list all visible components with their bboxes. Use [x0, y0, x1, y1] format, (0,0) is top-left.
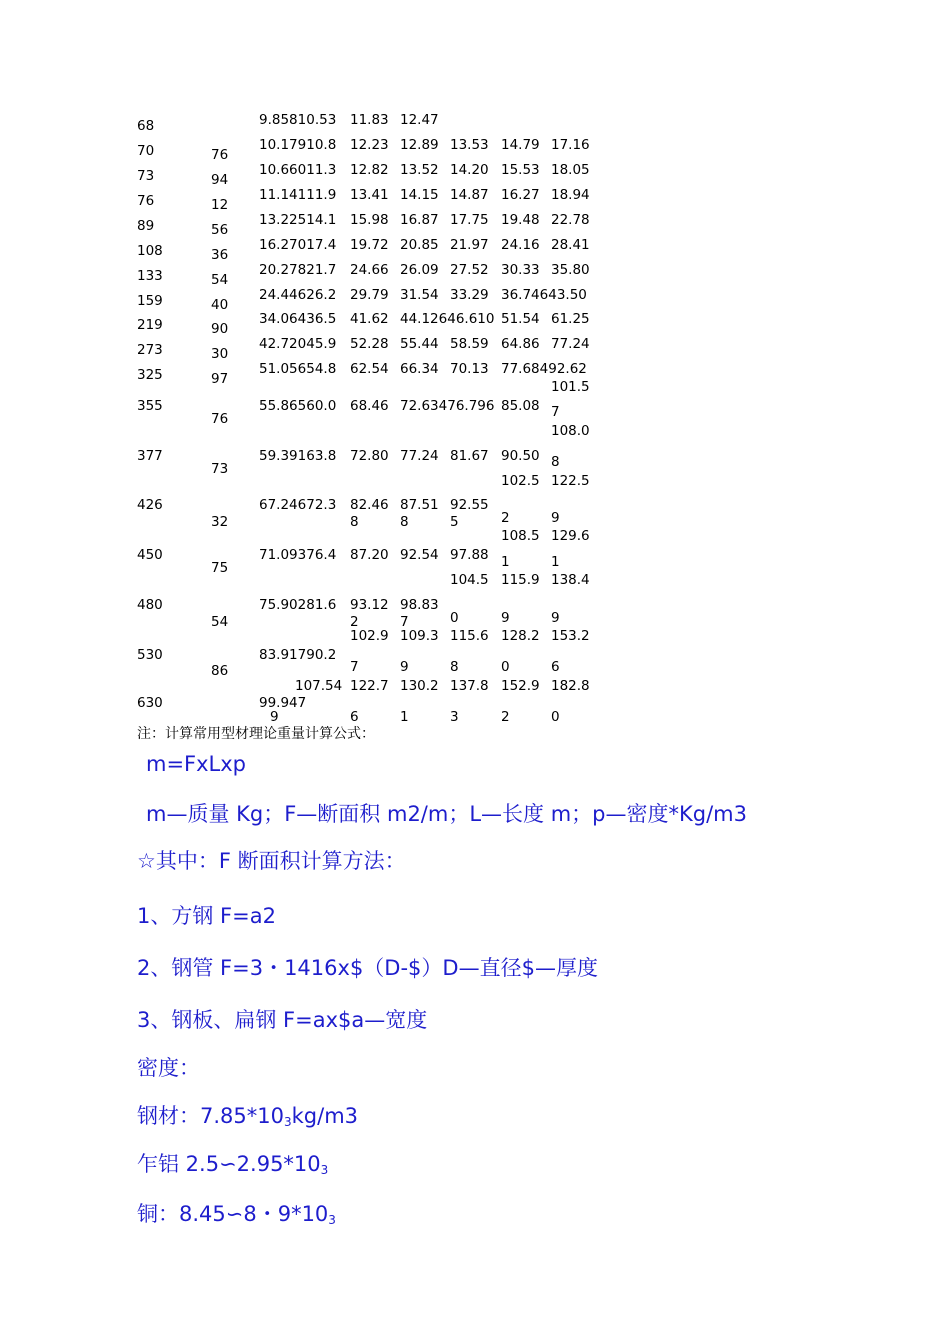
cell-diameter: 377	[137, 448, 163, 464]
cell-value: 107.54	[295, 678, 343, 694]
cell-value: 122.7	[350, 678, 389, 694]
cell-value: 36.74643.50	[501, 287, 587, 303]
cell-value: 15.98	[350, 212, 389, 228]
cell-diameter: 219	[137, 317, 163, 333]
cell-value-wrap: 0	[501, 659, 510, 675]
cell-value-wrap: 1	[400, 709, 409, 725]
cell-value: 104.5	[450, 572, 489, 588]
cell-value-wrap: 9	[501, 610, 510, 626]
cell-clipped: 90	[211, 321, 229, 337]
cell-value-wrap: 8	[350, 514, 359, 530]
cell-value: 18.94	[551, 187, 590, 203]
cell-value-wrap: 2	[501, 709, 510, 725]
cell-diameter: 73	[137, 168, 155, 184]
cell-value: 12.89	[400, 137, 439, 153]
cell-diameter: 426	[137, 497, 163, 513]
cell-value-wrap: 2	[501, 510, 510, 526]
cell-value: 72.80	[350, 448, 389, 464]
cell-value: 58.59	[450, 336, 489, 352]
cell-clipped: 54	[211, 272, 229, 288]
cell-value-wrap: 2	[350, 614, 359, 630]
cell-weight: 55.86560.0	[259, 398, 337, 414]
cell-diameter: 68	[137, 118, 155, 134]
cell-value: 101.5	[551, 379, 590, 395]
cell-value: 87.51	[400, 497, 439, 513]
cell-clipped: 97	[211, 371, 229, 387]
cell-value: 13.52	[400, 162, 439, 178]
cell-value: 19.72	[350, 237, 389, 253]
cell-value: 55.44	[400, 336, 439, 352]
cell-weight: 16.27017.4	[259, 237, 337, 253]
cell-weight: 99.947	[259, 695, 307, 711]
cell-value: 92.54	[400, 547, 439, 563]
cell-value: 82.46	[350, 497, 389, 513]
cell-weight: 67.24672.3	[259, 497, 337, 513]
cell-value: 102.9	[350, 628, 389, 644]
cell-value: 122.5	[551, 473, 590, 489]
cell-value: 90.50	[501, 448, 540, 464]
cell-weight: 10.17910.8	[259, 137, 337, 153]
cell-value-wrap: 8	[400, 514, 409, 530]
density-aluminum-exp: 3	[320, 1163, 329, 1177]
cell-value: 22.78	[551, 212, 590, 228]
density-steel-base: 钢材：7.85*10	[137, 1104, 284, 1128]
cell-value: 19.48	[501, 212, 540, 228]
section-title: ☆其中：F 断面积计算方法：	[137, 849, 406, 873]
cell-clipped: 75	[211, 560, 229, 576]
cell-value-wrap: 5	[450, 514, 459, 530]
cell-value: 21.97	[450, 237, 489, 253]
cell-value: 77.24	[551, 336, 590, 352]
cell-weight: 34.06436.5	[259, 311, 337, 327]
cell-value-wrap: 8	[450, 659, 459, 675]
cell-value: 128.2	[501, 628, 540, 644]
cell-value: 129.6	[551, 528, 590, 544]
cell-value: 33.29	[450, 287, 489, 303]
cell-value: 35.80	[551, 262, 590, 278]
cell-value: 153.2	[551, 628, 590, 644]
cell-value: 77.24	[400, 448, 439, 464]
density-aluminum	[137, 1154, 328, 1175]
cell-value: 98.83	[400, 597, 439, 613]
cell-value: 52.28	[350, 336, 389, 352]
cell-diameter: 76	[137, 193, 155, 209]
cell-value: 44.12646.610	[400, 311, 495, 327]
cell-value: 51.54	[501, 311, 540, 327]
cell-clipped: 40	[211, 297, 229, 313]
cell-value-wrap: 1	[551, 554, 560, 570]
cell-value: 109.3	[400, 628, 439, 644]
cell-value: 81.67	[450, 448, 489, 464]
cell-value-wrap: 1	[501, 554, 510, 570]
cell-value: 64.86	[501, 336, 540, 352]
cell-value: 77.68492.62	[501, 361, 587, 377]
cell-weight: 71.09376.4	[259, 547, 337, 563]
cell-value: 61.25	[551, 311, 590, 327]
formula-main: m=FxLxp	[146, 752, 247, 776]
method-item-3: 3、钢板、扁钢 F=ax$a—宽度	[137, 1008, 428, 1032]
cell-value: 115.6	[450, 628, 489, 644]
cell-clipped: 12	[211, 197, 229, 213]
cell-clipped: 73	[211, 461, 229, 477]
cell-value-wrap: 9	[270, 709, 279, 725]
density-label: 密度：	[137, 1056, 200, 1080]
cell-diameter: 89	[137, 218, 155, 234]
cell-value: 14.87	[450, 187, 489, 203]
cell-value-wrap: 9	[400, 659, 409, 675]
cell-clipped: 36	[211, 247, 229, 263]
formula-note: 注：计算常用型材理论重量计算公式：	[137, 726, 375, 742]
cell-weight: 10.66011.3	[259, 162, 337, 178]
cell-diameter: 630	[137, 695, 163, 711]
cell-value: 108.5	[501, 528, 540, 544]
density-steel	[137, 1106, 358, 1127]
cell-value-wrap: 0	[551, 709, 560, 725]
cell-value: 182.8	[551, 678, 590, 694]
density-copper	[137, 1204, 336, 1225]
cell-weight: 9.85810.53	[259, 112, 337, 128]
cell-value: 152.9	[501, 678, 540, 694]
density-steel-exp: 3	[283, 1115, 292, 1129]
cell-value: 92.55	[450, 497, 489, 513]
cell-value-wrap: 7	[400, 614, 409, 630]
cell-value-wrap: 3	[450, 709, 459, 725]
cell-value: 13.41	[350, 187, 389, 203]
cell-value-wrap: 8	[551, 454, 560, 470]
cell-weight: 13.22514.1	[259, 212, 337, 228]
cell-value: 102.5	[501, 473, 540, 489]
method-item-1: 1、方钢 F=a2	[137, 904, 276, 928]
density-copper-exp: 3	[328, 1213, 336, 1227]
cell-value: 24.16	[501, 237, 540, 253]
cell-clipped: 30	[211, 346, 229, 362]
cell-value: 11.83	[350, 112, 389, 128]
density-aluminum-base: 乍铝 2.5∽2.95*10	[137, 1152, 321, 1176]
cell-value: 28.41	[551, 237, 590, 253]
cell-value: 17.75	[450, 212, 489, 228]
cell-value: 27.52	[450, 262, 489, 278]
cell-value: 29.79	[350, 287, 389, 303]
cell-value: 137.8	[450, 678, 489, 694]
cell-diameter: 325	[137, 367, 163, 383]
cell-value: 16.27	[501, 187, 540, 203]
cell-diameter: 355	[137, 398, 163, 414]
cell-clipped: 86	[211, 663, 229, 679]
cell-value-wrap: 6	[350, 709, 359, 725]
formula-legend: m—质量 Kg；F—断面积 m2/m；L—长度 m；p—密度*Kg/m3	[146, 802, 747, 826]
cell-diameter: 450	[137, 547, 163, 563]
cell-diameter: 480	[137, 597, 163, 613]
cell-value: 68.46	[350, 398, 389, 414]
cell-weight: 11.14111.9	[259, 187, 337, 203]
cell-value-wrap: 9	[551, 510, 560, 526]
cell-value: 12.47	[400, 112, 439, 128]
cell-value: 30.33	[501, 262, 540, 278]
cell-clipped: 32	[211, 514, 229, 530]
cell-value: 14.20	[450, 162, 489, 178]
cell-value-wrap: 0	[450, 610, 459, 626]
cell-weight: 42.72045.9	[259, 336, 337, 352]
cell-diameter: 273	[137, 342, 163, 358]
cell-diameter: 133	[137, 268, 163, 284]
cell-value: 14.79	[501, 137, 540, 153]
cell-value: 15.53	[501, 162, 540, 178]
cell-value: 138.4	[551, 572, 590, 588]
cell-value-wrap: 6	[551, 659, 560, 675]
cell-value-wrap: 9	[551, 610, 560, 626]
cell-value: 70.13	[450, 361, 489, 377]
cell-diameter: 159	[137, 293, 163, 309]
cell-value: 13.53	[450, 137, 489, 153]
cell-value: 72.63476.796	[400, 398, 495, 414]
cell-clipped: 56	[211, 222, 229, 238]
cell-value: 66.34	[400, 361, 439, 377]
cell-diameter: 530	[137, 647, 163, 663]
density-copper-base: 铜：8.45∽8・9*10	[137, 1202, 329, 1226]
cell-weight: 24.44626.2	[259, 287, 337, 303]
cell-value: 41.62	[350, 311, 389, 327]
cell-value: 26.09	[400, 262, 439, 278]
cell-value: 93.12	[350, 597, 389, 613]
cell-weight: 59.39163.8	[259, 448, 337, 464]
cell-clipped: 94	[211, 172, 229, 188]
cell-value: 24.66	[350, 262, 389, 278]
cell-value: 12.82	[350, 162, 389, 178]
cell-value: 17.16	[551, 137, 590, 153]
cell-value: 87.20	[350, 547, 389, 563]
cell-value: 12.23	[350, 137, 389, 153]
cell-value: 85.08	[501, 398, 540, 414]
cell-value-wrap: 7	[350, 659, 359, 675]
cell-clipped: 76	[211, 411, 229, 427]
cell-value: 20.85	[400, 237, 439, 253]
cell-value: 108.0	[551, 423, 590, 439]
density-steel-unit: kg/m3	[291, 1104, 359, 1128]
cell-value: 62.54	[350, 361, 389, 377]
cell-weight: 75.90281.6	[259, 597, 337, 613]
cell-value: 16.87	[400, 212, 439, 228]
cell-diameter: 108	[137, 243, 163, 259]
cell-value: 31.54	[400, 287, 439, 303]
cell-value: 18.05	[551, 162, 590, 178]
cell-value: 14.15	[400, 187, 439, 203]
cell-value: 130.2	[400, 678, 439, 694]
cell-value-wrap: 7	[551, 404, 560, 420]
cell-weight: 20.27821.7	[259, 262, 337, 278]
cell-value: 97.88	[450, 547, 489, 563]
cell-weight: 51.05654.8	[259, 361, 337, 377]
cell-clipped: 76	[211, 147, 229, 163]
cell-weight: 83.91790.2	[259, 647, 337, 663]
cell-diameter: 70	[137, 143, 155, 159]
cell-value: 115.9	[501, 572, 540, 588]
method-item-2: 2、钢管 F=3・1416x$（D-$）D—直径$—厚度	[137, 956, 598, 980]
cell-clipped: 54	[211, 614, 229, 630]
